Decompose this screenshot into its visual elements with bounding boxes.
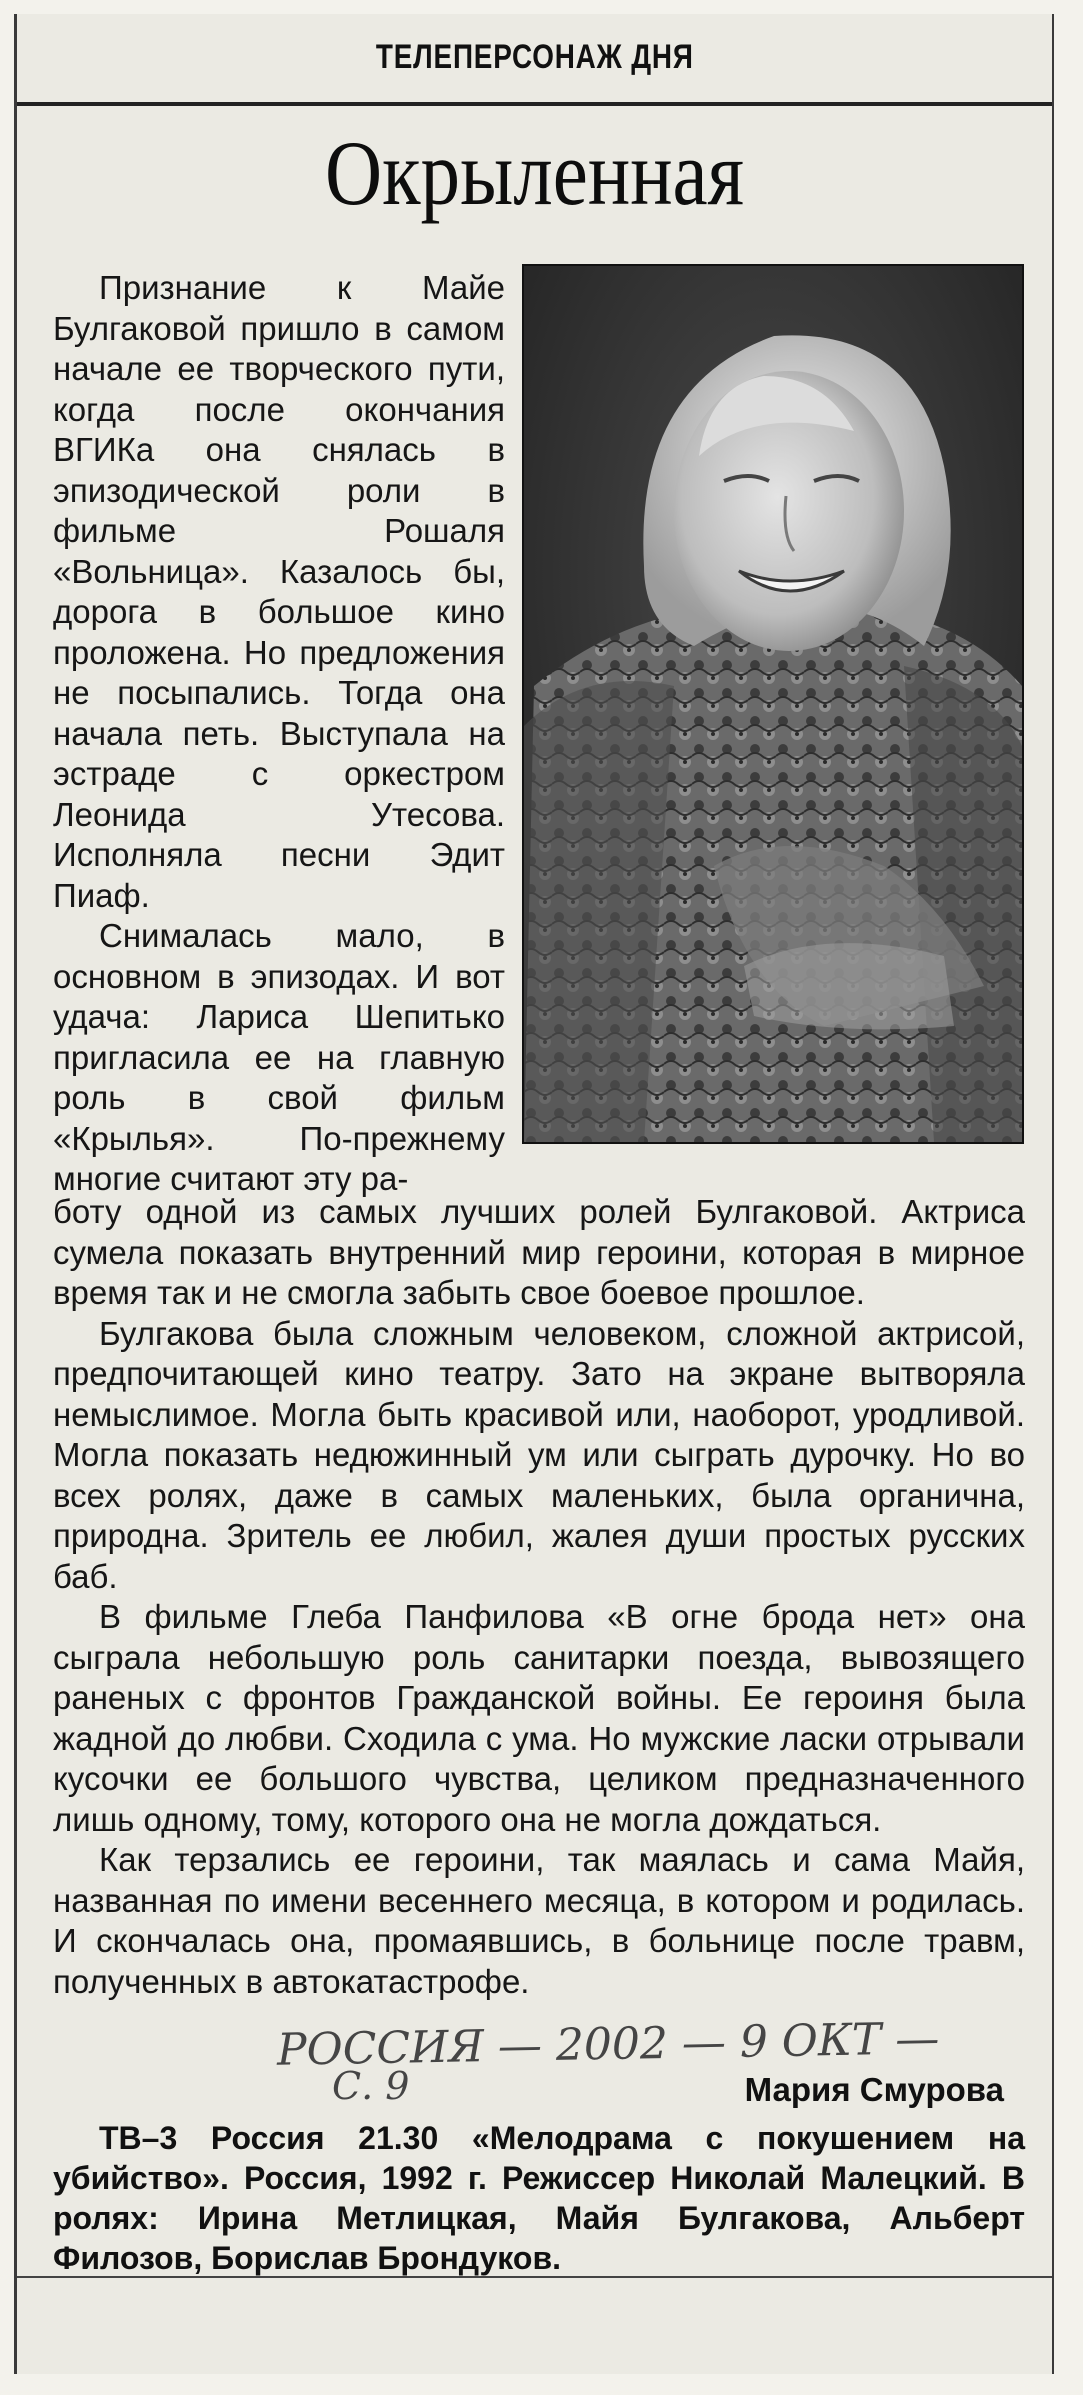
author-byline: Мария Смурова bbox=[744, 2071, 1004, 2108]
newspaper-clipping bbox=[14, 14, 1054, 2374]
rubric-title: ТЕЛЕПЕРСОНАЖ ДНЯ bbox=[375, 38, 694, 76]
portrait-photo-image bbox=[524, 266, 1022, 1142]
tv-listing-text: ТВ–3 Россия 21.30 «Мелодрама с покушением на убийство». Россия, 1992 г. Режиссер Николай Малецкий. В ролях: Ирина Метлицкая, Майя Булгакова, Альберт Филозов, Борислав Брондуков. bbox=[53, 2120, 1025, 2276]
portrait-photo bbox=[522, 264, 1024, 1144]
paragraph: Как терзались ее героини, так маялась и сама Майя, названная по имени весеннего месяца, в котором и родилась. И скончалась она, промаявшись, в больнице после травм, полученных в автокатастрофе. bbox=[53, 1841, 1025, 2000]
article-headline: Окрыленная bbox=[324, 122, 745, 224]
article-full-text bbox=[53, 1192, 1025, 2002]
paragraph: Признание к Майе Булгаковой пришло в самом начале ее творческого пути, когда после окончания ВГИКа она снялась в эпизодической роли в фильме Рошаля «Вольница». Казалось бы, дорога в большое кино проложена. Но предложения не посыпались. Тогда она начала петь. Выступала на эстраде с оркестром Леонида Утесова. Исполняла песни Эдит Пиаф. bbox=[53, 269, 505, 914]
bottom-divider bbox=[17, 2276, 1052, 2278]
paragraph: В фильме Глеба Панфилова «В огне брода нет» она сыграла небольшую роль санитарки поезда, вывозящего раненых с фронтов Гражданской войны. Ее героиня была жадной до любви. Сходила с ума. Но мужские ласки отрывали кусочки ее большого чувства, целиком предназначенного лишь одному, тому, которого она не могла дождаться. bbox=[53, 1598, 1025, 1838]
handwritten-page-note: С. 9 bbox=[332, 2064, 410, 2108]
rubric-header bbox=[17, 14, 1052, 106]
paragraph: Булгакова была сложным человеком, сложной актрисой, предпочитающей кино театру. Зато на экране вытворяла немыслимое. Могла быть красивой или, наоборот, уродливой. Могла показать недюжинный ум или сыграть дурочку. Но во всех ролях, даже в самых маленьких, была органична, природна. Зритель ее любил, жалея души простых русских баб. bbox=[53, 1314, 1025, 1595]
handwritten-date-note: РОССИЯ — 2002 — 9 ОКТ — bbox=[276, 2013, 940, 2076]
paragraph: боту одной из самых лучших ролей Булгаковой. Актриса сумела показать внутренний мир героини, которая в мирное время так и не смогла забыть свое боевое прошлое. bbox=[53, 1193, 1025, 1311]
tv-listing bbox=[53, 2118, 1025, 2278]
article-column-text bbox=[53, 268, 505, 1200]
paragraph: Снималась мало, в основном в эпизодах. И вот удача: Лариса Шепитько пригласила ее на главную роль в свой фильм «Крылья». По-прежнему многие считают эту ра- bbox=[53, 917, 505, 1197]
